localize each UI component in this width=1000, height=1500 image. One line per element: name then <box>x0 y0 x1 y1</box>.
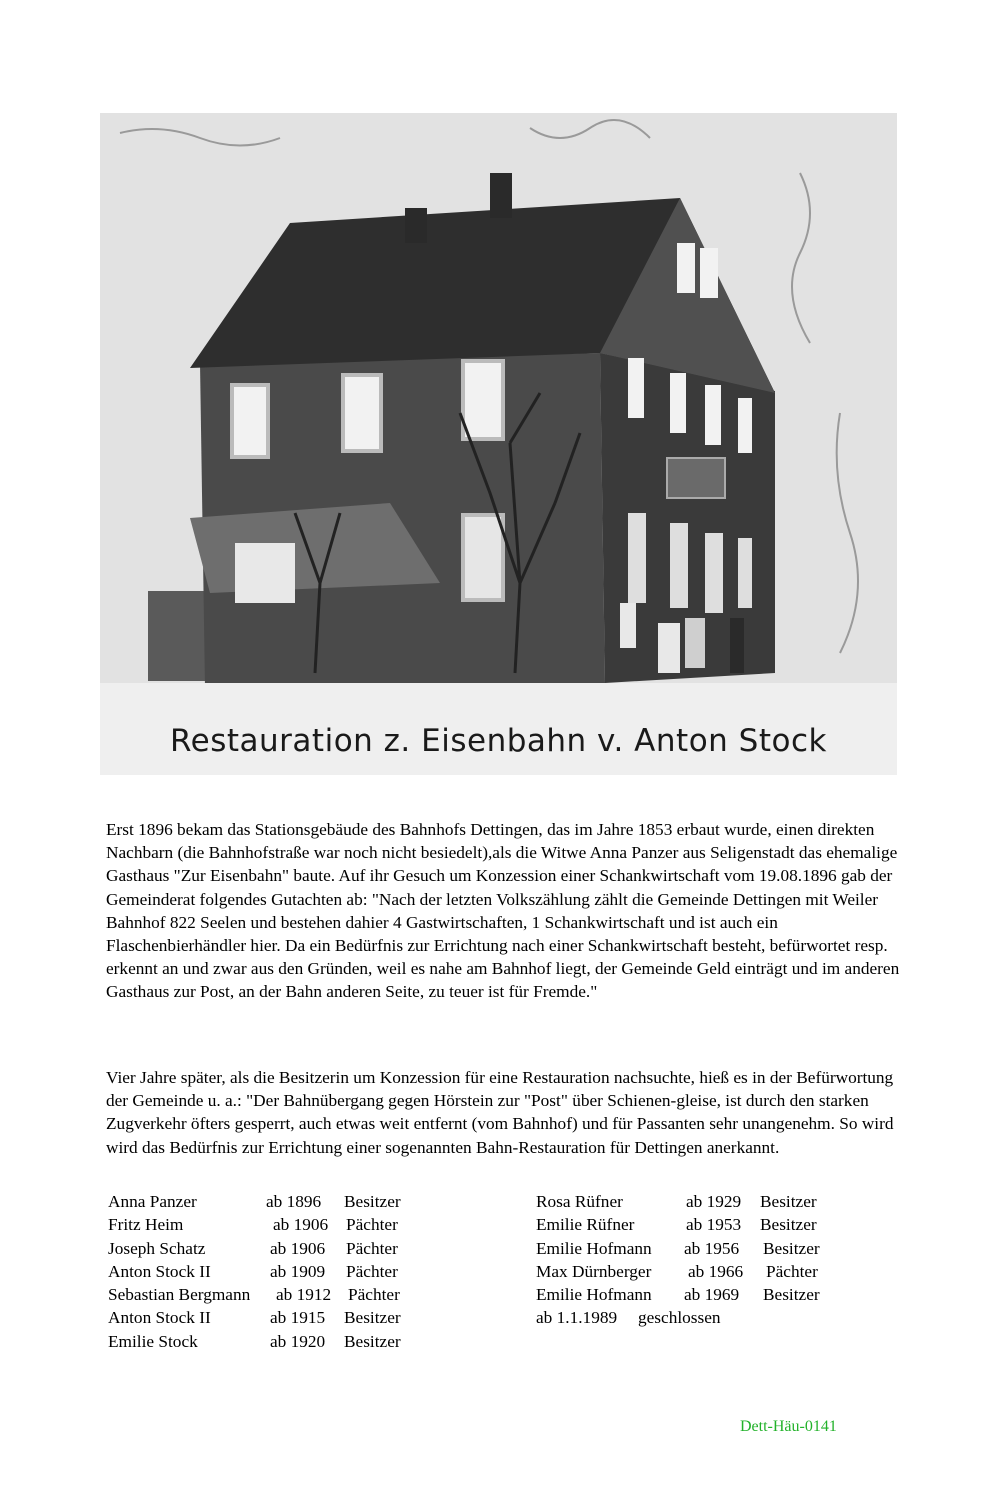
list-item: Joseph Schatz ab 1906 Pächter <box>108 1238 398 1258</box>
paragraph-history: Erst 1896 bekam das Stationsgebäude des Bahnhofs Dettingen, das im Jahre 1853 erbaut wurde, einen direkten Nachbarn (die Bahnhofstraße war noch nicht besiedelt),als die Witwe Anna Panzer aus Seligenstadt das ehemalige Gasthaus "Zur Eisenbahn" baute. Auf ihr Gesuch um Konzession einer Schankwirtschaft vom 19.08.1896 gab der Gemeinderat folgendes Gutachten ab: "Nach der letzten Volkszählung zählt die Gemeinde Dettingen mit Weiler Bahnhof 822 Seelen und bestehen dahier 4 Gastwirtschaften, 1 Schankwirtschaft und ist auch ein Flaschenbierhändler hier. Da ein Bedürfnis zur Errichtung nach einer Schankwirtschaft besteht, befürwortet resp. erkennt an und zwar aus den Gründen, weil es nahe am Bahnhof liegt, der Gemeinde Geld einträgt und im anderen Gasthaus zur Post, an der Bahn anderen Seite, zu teuer ist für Fremde." <box>106 820 900 1002</box>
document-code: Dett-Häu-0141 <box>740 1418 837 1435</box>
list-item: Max Dürnberger ab 1966 Pächter <box>536 1261 818 1281</box>
list-item: Emilie Rüfner ab 1953 Besitzer <box>536 1215 817 1235</box>
building-illustration <box>100 113 897 775</box>
list-item: Emilie Hofmann ab 1956 Besitzer <box>536 1238 820 1258</box>
paragraph-restauration: Vier Jahre später, als die Besitzerin um Konzession für eine Restauration nachsuchte, hieß es in der Befürwortung der Gemeinde u. a.: "Der Bahnübergang gegen Hörstein zur "Post" über Schienen-gleise, ist durch den starken Zugverkehr öfters gesperrt, auch etwas weit entfernt (vom Bahnhof) und für Passanten sehr unangenehm. So wird wird das Bedürfnis zur Errichtung einer sogenannten Bahn-Restauration für Dettingen anerkannt. <box>106 1068 894 1157</box>
list-item: Emilie Hofmann ab 1969 Besitzer <box>536 1285 820 1305</box>
list-item: Anton Stock II ab 1915 Besitzer <box>108 1308 401 1328</box>
owners-list-left <box>108 1190 428 1353</box>
list-item: Emilie Stock ab 1920 Besitzer <box>108 1331 401 1351</box>
list-item: Fritz Heim ab 1906 Pächter <box>108 1215 398 1235</box>
owners-list-right <box>536 1190 856 1330</box>
list-item: ab 1.1.1989 geschlossen <box>536 1308 721 1328</box>
list-item: Sebastian Bergmann ab 1912 Pächter <box>108 1285 400 1305</box>
photo-caption: Restauration z. Eisenbahn v. Anton Stock <box>170 723 827 759</box>
list-item: Anton Stock II ab 1909 Pächter <box>108 1261 398 1281</box>
list-item: Rosa Rüfner ab 1929 Besitzer <box>536 1192 817 1211</box>
list-item: Anna Panzer ab 1896 Besitzer <box>108 1192 401 1211</box>
historic-photo <box>100 113 897 775</box>
